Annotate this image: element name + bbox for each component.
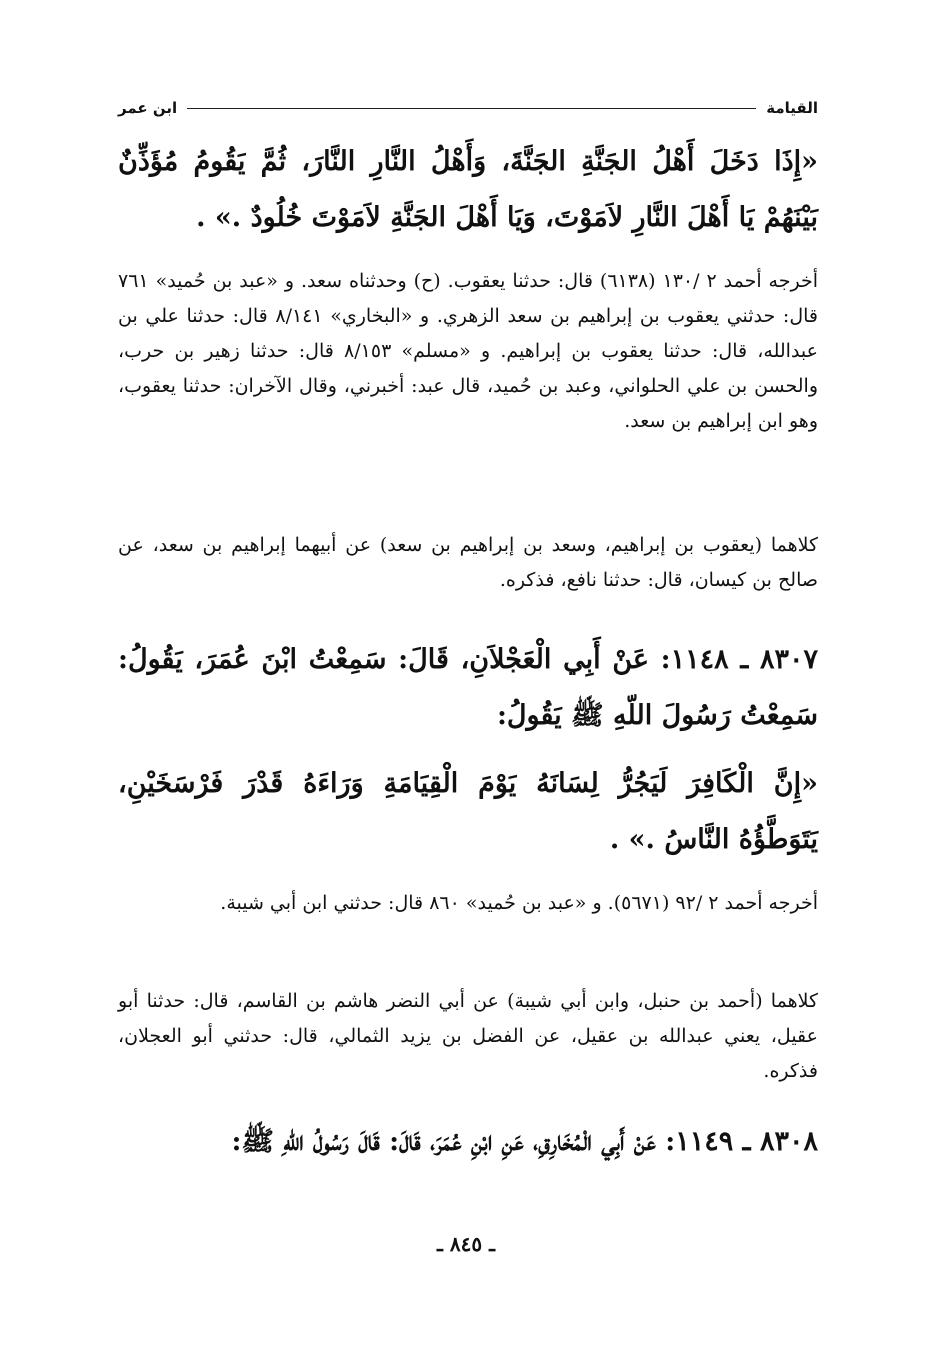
header-rule — [187, 108, 756, 109]
hadith-heading-8307: ٨٣٠٧ ـ ١١٤٨: عَنْ أَبِي الْعَجْلاَنِ، قَالَ: سَمِعْتُ ابْنَ عُمَرَ، يَقُولُ: سَمِعْتُ رَسُولَ اللّهِ ﷺ يَقُولُ: — [118, 644, 818, 731]
hadith-text-2: «إِنَّ الْكَافِرَ لَيَجُرُّ لِسَانَهُ يَوْمَ الْقِيَامَةِ وَرَاءَهُ قَدْرَ فَرْسَخَيْنِ، يَتَوَطَّؤُهُ النَّاسُ .» . — [118, 768, 818, 855]
takhrij-note-1: أخرجه أحمد ٢ /١٣٠ (٦١٣٨) قال: حدثنا يعقوب. (ح) وحدثناه سعد. و «عبد بن حُميد» ٧٦١ قال: حدثني يعقوب بن إبراهيم بن سعد الزهري. و «البخاري» ٨/١٤١ قال: حدثنا علي بن عبدالله، قال: حدثنا يعقوب بن إبراهيم. و «مسلم» ٨/١٥٣ قال: حدثنا زهير بن حرب، والحسن بن علي الحلواني، وعبد بن حُميد، قال عبد: أخبرني، وقال الآخران: حدثنا يعقوب، وهو ابن إبراهيم بن سعد. — [118, 270, 819, 432]
hadith-text-1: «إِذَا دَخَلَ أَهْلُ الجَنَّةِ الجَنَّةَ، وَأَهْلُ النَّارِ النَّارَ، ثُمَّ يَقُومُ مُؤَذِّنٌ بَيْنَهُمْ يَا أَهْلَ النَّارِ لاَمَوْتَ، وَيَا أَهْلَ الجَنَّةِ لاَمَوْتَ خُلُودٌ .» . — [118, 146, 818, 233]
hadith-heading-8308: ٨٣٠٨ ـ ١١٤٩: عَنْ أَبِي الْمُخَارِقِ، عَنِ ابْنِ عُمَرَ، قَالَ: قَالَ رَسُولُ اللّهِ ﷺ: — [231, 1126, 818, 1157]
page-number: ـ ٨٤٥ ـ — [437, 1232, 495, 1256]
header-chapter-title: القيامة — [766, 99, 818, 117]
takhrij-note-3: أخرجه أحمد ٢ /٩٢ (٥٦٧١). و «عبد بن حُميد» ٨٦٠ قال: حدثني ابن أبي شيبة. — [220, 892, 818, 914]
takhrij-note-2: كلاهما (يعقوب بن إبراهيم، وسعد بن إبراهيم بن سعد) عن أبيهما إبراهيم بن سعد، عن صالح بن كيسان، قال: حدثنا نافع، فذكره. — [118, 534, 818, 591]
takhrij-note-4: كلاهما (أحمد بن حنبل، وابن أبي شيبة) عن أبي النضر هاشم بن القاسم، قال: حدثنا أبو عقيل، يعني عبدالله بن عقيل، عن الفضل بن يزيد الثمالي، قال: حدثني أبو العجلان، فذكره. — [118, 990, 818, 1082]
running-header — [118, 96, 818, 120]
header-section-title: ابن عمر — [118, 99, 178, 117]
